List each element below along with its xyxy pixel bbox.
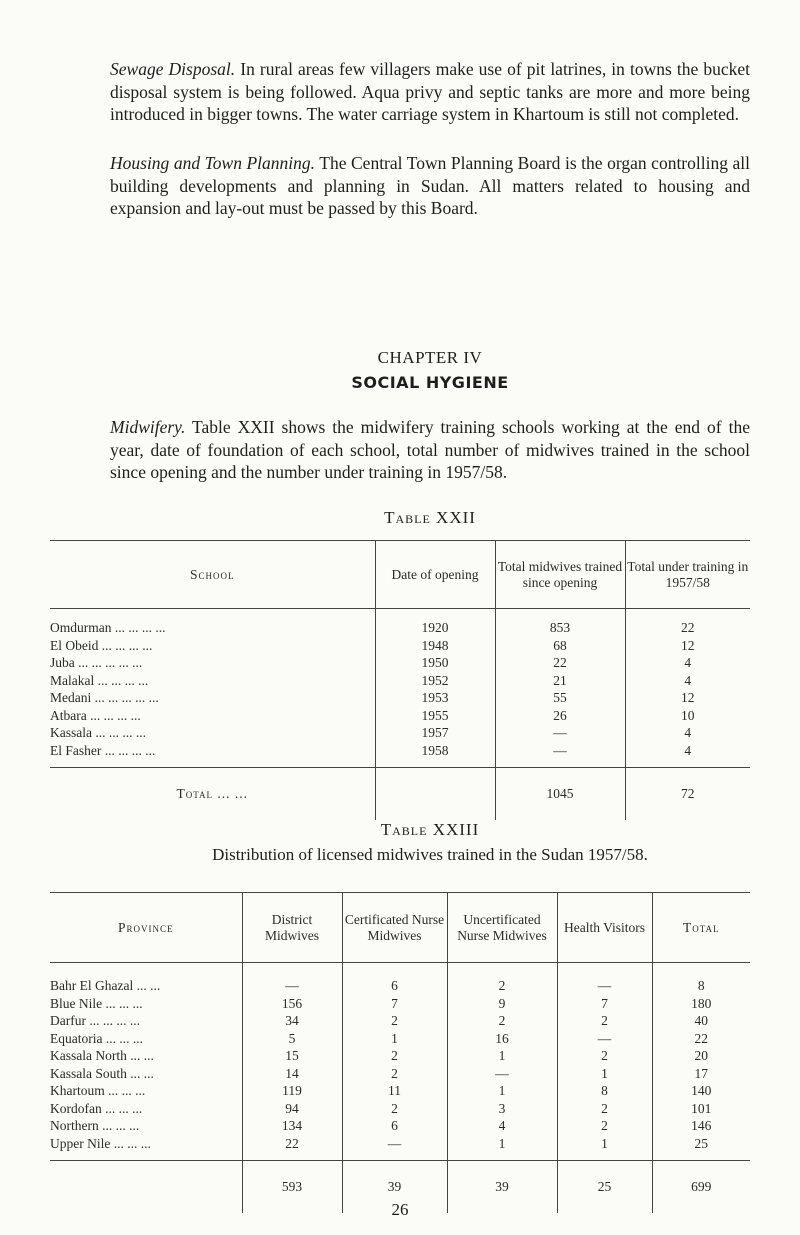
t22-cell-trained: — xyxy=(495,742,625,768)
t23-cell-province: Upper Nile ... ... ... xyxy=(50,1135,151,1151)
t23-cell-cert: — xyxy=(342,1135,447,1161)
t23-cell-cert: 2 xyxy=(342,1012,447,1030)
t22-cell-training: 10 xyxy=(625,707,750,725)
t23-row xyxy=(50,1082,750,1100)
t22-cell-school: Juba ... ... ... ... ... xyxy=(50,655,143,670)
t22-cell-training: 12 xyxy=(625,689,750,707)
t22-header-date: Date of opening xyxy=(375,541,495,609)
t23-cell-district: 94 xyxy=(242,1100,342,1118)
t23-cell-total: 101 xyxy=(652,1100,750,1118)
t23-cell-district: 134 xyxy=(242,1117,342,1135)
t23-header-province: Province xyxy=(50,893,242,963)
t22-cell-date: 1948 xyxy=(375,637,495,655)
t22-header-training: Total under training in 1957/58 xyxy=(625,541,750,609)
t22-row xyxy=(50,689,750,707)
table-23 xyxy=(50,892,750,1213)
t22-cell-school: Malakal ... ... ... ... xyxy=(50,672,149,688)
t22-row xyxy=(50,707,750,725)
t23-cell-cert: 2 xyxy=(342,1100,447,1118)
t22-cell-training: 12 xyxy=(625,637,750,655)
t23-cell-uncert: 3 xyxy=(447,1100,557,1118)
t23-cell-province: Northern ... ... ... xyxy=(50,1118,140,1133)
table-22 xyxy=(50,540,750,820)
t23-total-total: 699 xyxy=(652,1161,750,1213)
housing-heading: Housing and Town Planning. xyxy=(110,153,316,173)
t23-total-uncert: 39 xyxy=(447,1161,557,1213)
t23-cell-district: 119 xyxy=(242,1082,342,1100)
t22-cell-date: 1920 xyxy=(375,609,495,637)
sewage-disposal-heading: Sewage Disposal. xyxy=(110,59,236,79)
table-23-subtitle: Distribution of licensed midwives trained in the Sudan 1957/58. xyxy=(212,845,648,864)
t23-row xyxy=(50,995,750,1013)
t22-cell-date: 1952 xyxy=(375,672,495,690)
t23-cell-cert: 2 xyxy=(342,1047,447,1065)
t23-row xyxy=(50,963,750,995)
t22-header-school: School xyxy=(50,541,375,609)
t23-cell-uncert: 4 xyxy=(447,1117,557,1135)
t22-cell-date: 1955 xyxy=(375,707,495,725)
t23-cell-hv: 2 xyxy=(557,1047,652,1065)
t22-cell-training: 4 xyxy=(625,654,750,672)
t23-row xyxy=(50,1065,750,1083)
t22-cell-date: 1958 xyxy=(375,742,495,768)
t22-cell-school: El Fasher ... ... ... ... xyxy=(50,742,156,758)
t23-row xyxy=(50,1030,750,1048)
paragraph-midwifery xyxy=(110,416,750,484)
t22-cell-date: 1953 xyxy=(375,689,495,707)
t23-cell-province: Kassala North ... ... xyxy=(50,1048,154,1063)
t23-cell-province: Khartoum ... ... ... xyxy=(50,1083,146,1098)
t22-cell-training: 4 xyxy=(625,724,750,742)
t23-cell-district: 15 xyxy=(242,1047,342,1065)
t23-cell-province: Equatoria ... ... ... xyxy=(50,1030,143,1046)
t22-cell-school: Omdurman ... ... ... ... xyxy=(50,620,166,635)
t23-cell-hv: 1 xyxy=(557,1065,652,1083)
t22-total-training: 72 xyxy=(625,768,750,820)
t22-row xyxy=(50,724,750,742)
t23-total-hv: 25 xyxy=(557,1161,652,1213)
t22-row xyxy=(50,637,750,655)
t23-cell-total: 146 xyxy=(652,1117,750,1135)
t23-cell-uncert: — xyxy=(447,1065,557,1083)
t23-cell-district: 5 xyxy=(242,1030,342,1048)
t23-row xyxy=(50,1135,750,1161)
t22-row xyxy=(50,742,750,768)
t23-total-cert: 39 xyxy=(342,1161,447,1213)
t23-cell-hv: — xyxy=(557,963,652,995)
t22-total-label: Total ... ... xyxy=(50,768,375,820)
t22-cell-training: 22 xyxy=(625,609,750,637)
table-22-title: Table XXII xyxy=(384,508,476,527)
t23-total-district: 593 xyxy=(242,1161,342,1213)
midwifery-text: Table XXII shows the midwifery training schools working at the end of the year, date of foundation of each school, total number of midwives trained in the school since opening and the number under training in 1957/58. xyxy=(110,417,750,482)
t23-cell-hv: 8 xyxy=(557,1082,652,1100)
t22-row xyxy=(50,672,750,690)
t23-header-uncert: Uncertificated Nurse Midwives xyxy=(447,893,557,963)
t23-cell-hv: 2 xyxy=(557,1117,652,1135)
sewage-disposal-text: In rural areas few villagers make use of pit latrines, in towns the bucket disposal system is being followed. Aqua privy and septic tanks are more and more being introduced in bigger towns. The water carriage system in Khartoum is still not completed. xyxy=(110,59,750,124)
t23-cell-province: Kordofan ... ... ... xyxy=(50,1100,143,1116)
t22-cell-training: 4 xyxy=(625,742,750,768)
t22-cell-school: Kassala ... ... ... ... xyxy=(50,725,146,740)
t23-cell-cert: 7 xyxy=(342,995,447,1013)
t23-cell-uncert: 9 xyxy=(447,995,557,1013)
t23-cell-total: 8 xyxy=(652,963,750,995)
t23-cell-hv: 1 xyxy=(557,1135,652,1161)
midwifery-heading: Midwifery. xyxy=(110,417,186,437)
t23-cell-uncert: 2 xyxy=(447,963,557,995)
t23-cell-hv: 2 xyxy=(557,1100,652,1118)
t22-row xyxy=(50,654,750,672)
paragraph-sewage-disposal xyxy=(110,58,750,126)
t23-cell-cert: 2 xyxy=(342,1065,447,1083)
paragraph-housing xyxy=(110,152,750,220)
t23-cell-total: 140 xyxy=(652,1082,750,1100)
page-number: 26 xyxy=(391,1200,409,1219)
t23-cell-total: 20 xyxy=(652,1047,750,1065)
t23-row xyxy=(50,1047,750,1065)
t23-cell-total: 17 xyxy=(652,1065,750,1083)
t23-cell-district: 156 xyxy=(242,995,342,1013)
t22-row xyxy=(50,609,750,637)
t23-cell-total: 25 xyxy=(652,1135,750,1161)
t23-cell-district: 14 xyxy=(242,1065,342,1083)
t22-cell-trained: 68 xyxy=(495,637,625,655)
t23-row xyxy=(50,1117,750,1135)
t22-cell-trained: 22 xyxy=(495,654,625,672)
t22-cell-training: 4 xyxy=(625,672,750,690)
t23-cell-cert: 6 xyxy=(342,1117,447,1135)
t23-cell-cert: 11 xyxy=(342,1082,447,1100)
t22-cell-school: El Obeid ... ... ... ... xyxy=(50,637,153,653)
t23-row xyxy=(50,1100,750,1118)
t23-cell-district: — xyxy=(242,963,342,995)
t23-row xyxy=(50,1012,750,1030)
t23-header-total: Total xyxy=(652,893,750,963)
t23-cell-hv: 7 xyxy=(557,995,652,1013)
t22-cell-trained: 55 xyxy=(495,689,625,707)
t23-cell-hv: — xyxy=(557,1030,652,1048)
t23-cell-total: 180 xyxy=(652,995,750,1013)
t22-cell-trained: 853 xyxy=(495,609,625,637)
t22-cell-school: Medani ... ... ... ... ... xyxy=(50,690,159,705)
t23-header-cert: Certificated Nurse Midwives xyxy=(342,893,447,963)
t23-header-hv: Health Visitors xyxy=(557,893,652,963)
t23-cell-district: 22 xyxy=(242,1135,342,1161)
chapter-heading: CHAPTER IV xyxy=(377,348,483,367)
t23-cell-province: Kassala South ... ... xyxy=(50,1065,154,1081)
housing-text: The Central Town Planning Board is the organ controlling all building developments and planning in Sudan. All matters related to housing and expansion and lay-out must be passed by this Board. xyxy=(110,153,750,218)
t22-cell-school: Atbara ... ... ... ... xyxy=(50,707,141,723)
t23-cell-province: Darfur ... ... ... ... xyxy=(50,1013,140,1028)
t22-cell-date: 1957 xyxy=(375,724,495,742)
t23-cell-uncert: 2 xyxy=(447,1012,557,1030)
t23-cell-uncert: 16 xyxy=(447,1030,557,1048)
t22-cell-date: 1950 xyxy=(375,654,495,672)
t23-cell-hv: 2 xyxy=(557,1012,652,1030)
table-23-title: Table XXIII xyxy=(380,820,480,839)
t23-cell-uncert: 1 xyxy=(447,1047,557,1065)
t23-cell-cert: 1 xyxy=(342,1030,447,1048)
t22-total-date xyxy=(375,768,495,820)
t22-header-trained: Total midwives trained since opening xyxy=(495,541,625,609)
t23-cell-province: Bahr El Ghazal ... ... xyxy=(50,978,161,993)
t23-header-district: District Midwives xyxy=(242,893,342,963)
t22-cell-trained: — xyxy=(495,724,625,742)
t23-cell-province: Blue Nile ... ... ... xyxy=(50,995,143,1011)
t22-total-trained: 1045 xyxy=(495,768,625,820)
t23-cell-uncert: 1 xyxy=(447,1135,557,1161)
t23-cell-district: 34 xyxy=(242,1012,342,1030)
t23-cell-total: 22 xyxy=(652,1030,750,1048)
t23-cell-cert: 6 xyxy=(342,963,447,995)
t23-cell-total: 40 xyxy=(652,1012,750,1030)
t22-cell-trained: 26 xyxy=(495,707,625,725)
t22-cell-trained: 21 xyxy=(495,672,625,690)
section-heading: SOCIAL HYGIENE xyxy=(351,373,509,392)
t23-cell-uncert: 1 xyxy=(447,1082,557,1100)
